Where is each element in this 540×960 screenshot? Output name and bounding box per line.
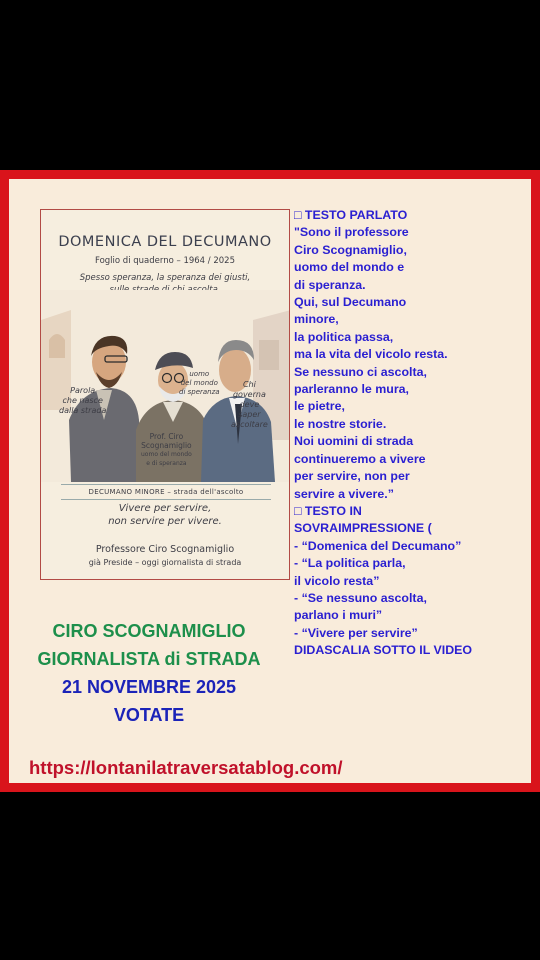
name-tag — [141, 432, 192, 468]
speech-line: DIDASCALIA SOTTO IL VIDEO — [294, 643, 473, 658]
speech-line: - “La politica parla, — [294, 556, 406, 571]
speech-line: le nostre storie. — [294, 416, 387, 431]
tagline-line-1: Spesso speranza, la speranza dei giusti, — [79, 273, 251, 283]
speech-line: - “Se nessuno ascolta, — [294, 590, 427, 605]
campaign-name: CIRO SCOGNAMIGLIO — [52, 621, 246, 641]
note-right — [231, 380, 268, 430]
speech-line: SOVRAIMPRESSIONE ( — [294, 521, 432, 536]
poster-illustration — [40, 209, 290, 580]
speech-line: - “Domenica del Decumano” — [294, 538, 462, 553]
speech-line: □ TESTO IN — [294, 503, 362, 518]
note-center — [179, 370, 220, 397]
speech-line: parlano i muri” — [294, 608, 383, 623]
speech-line: la politica passa, — [294, 329, 394, 344]
name-tag-line: e di speranza — [146, 460, 187, 467]
note-center-line: uomo — [189, 370, 210, 378]
note-right-line: Chi — [242, 380, 256, 389]
speech-line: il vicolo resta” — [294, 573, 380, 588]
speech-text-block — [294, 207, 526, 660]
speech-line: ma la vita del vicolo resta. — [294, 347, 448, 362]
note-left-line: Parola — [70, 386, 96, 395]
poster-strip: DECUMANO MINORE – strada dell'ascolto — [61, 484, 271, 500]
blog-link[interactable]: https://lontanilatraversatablog.com/ — [29, 757, 343, 778]
name-tag-line: uomo del mondo — [141, 451, 192, 458]
speech-line: □ TESTO PARLATO — [294, 208, 408, 222]
speech-line: parleranno le mura, — [294, 382, 409, 397]
motto-line-1: Vivere per servire, — [118, 503, 212, 514]
speech-line: di speranza. — [294, 277, 366, 292]
note-right-line: deve — [239, 400, 260, 409]
speech-line: le pietre, — [294, 399, 345, 414]
speech-line: uomo del mondo e — [294, 260, 405, 275]
red-frame — [0, 170, 540, 792]
poster-motto — [41, 502, 289, 528]
note-left-line: dalla strada — [59, 406, 107, 415]
poster-title: DOMENICA DEL DECUMANO — [58, 234, 272, 250]
note-center-line: del mondo — [180, 379, 218, 387]
campaign-vote: VOTATE — [113, 705, 185, 725]
signature-role: già Preside – oggi giornalista di strada — [88, 558, 242, 567]
speech-line: per servire, non per — [294, 469, 410, 484]
campaign-role: GIORNALISTA di STRADA — [37, 649, 261, 669]
note-left — [59, 386, 106, 416]
speech-line: Noi uomini di strada — [294, 434, 414, 449]
note-right-line: saper — [238, 410, 261, 419]
note-left-line: che nasce — [62, 396, 103, 405]
speech-line: Qui, sul Decumano — [294, 295, 407, 310]
speech-line: - “Vivere per servire” — [294, 625, 418, 640]
speech-line: minore, — [294, 312, 339, 327]
note-center-line: di speranza — [179, 388, 220, 396]
signature-name: Professore Ciro Scognamiglio — [95, 544, 235, 555]
speech-line: "Sono il professore — [294, 225, 409, 240]
speech-line: Se nessuno ci ascolta, — [294, 364, 427, 379]
note-right-line: governa — [232, 390, 266, 399]
poster-subtitle: Foglio di quaderno – 1964 / 2025 — [94, 256, 235, 266]
campaign-date: 21 NOVEMBRE 2025 — [61, 677, 237, 697]
speech-line: continueremo a vivere — [294, 451, 426, 466]
speech-line: Ciro Scognamiglio, — [294, 242, 407, 257]
content-panel — [9, 179, 531, 783]
name-tag-line: Scognamiglio — [141, 441, 192, 450]
name-tag-line: Prof. Ciro — [149, 432, 184, 441]
speech-line: servire a vivere.” — [294, 486, 394, 501]
poster-signature — [41, 543, 289, 569]
note-right-line: ascoltare — [231, 420, 268, 429]
motto-line-2: non servire per vivere. — [108, 516, 222, 527]
